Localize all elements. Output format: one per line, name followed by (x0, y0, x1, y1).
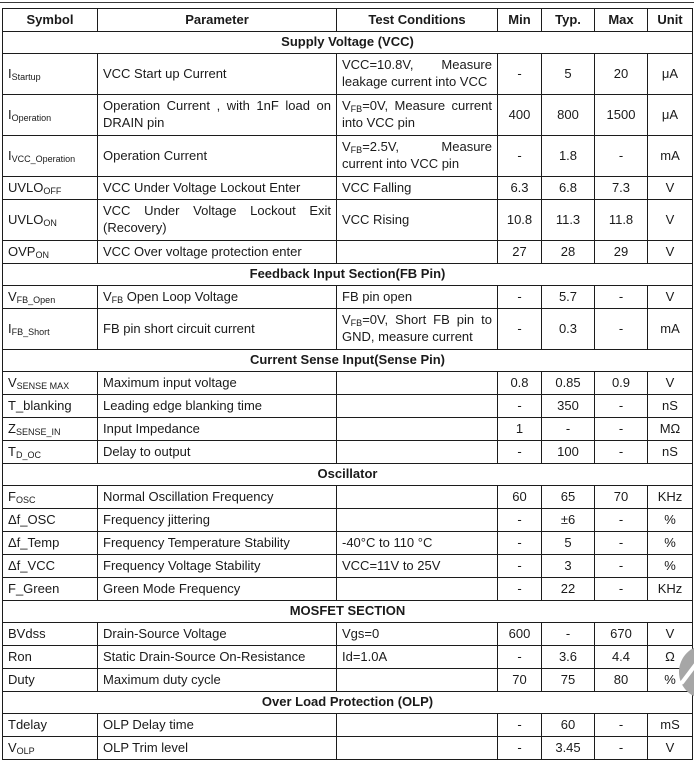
max-cell: - (595, 714, 648, 737)
table-row (3, 646, 693, 669)
header-row (3, 9, 693, 32)
min-cell: - (498, 532, 542, 555)
parameter-cell: Static Drain-Source On-Resistance (98, 646, 337, 669)
min-cell: 1 (498, 418, 542, 441)
col-header-parameter: Parameter (98, 9, 337, 32)
conditions-cell (337, 241, 498, 264)
table-row (3, 714, 693, 737)
conditions-cell: VCC Rising (337, 200, 498, 241)
unit-cell: % (648, 509, 693, 532)
min-cell: 6.3 (498, 177, 542, 200)
table-row (3, 372, 693, 395)
min-cell: - (498, 714, 542, 737)
unit-cell: V (648, 286, 693, 309)
conditions-cell: Vgs=0 (337, 623, 498, 646)
table-row (3, 486, 693, 509)
symbol-cell: $T_{D\_OC}$ (3, 441, 98, 464)
conditions-cell: $V_{FB}=2.5V$, Measure current into VCC pin (337, 136, 498, 177)
symbol-cell: $V_{FB\_Open}$ (3, 286, 98, 309)
parameter-cell: VCC Under Voltage Lockout Exit (Recovery) (98, 200, 337, 241)
conditions-cell: VCC=10.8V, Measure leakage current into VCC (337, 54, 498, 95)
symbol-cell: Δf_Temp (3, 532, 98, 555)
typ-cell: 3.45 (542, 737, 595, 760)
section-header: Supply Voltage (VCC) (3, 32, 693, 54)
typ-cell: 100 (542, 441, 595, 464)
unit-cell: V (648, 623, 693, 646)
max-cell: 70 (595, 486, 648, 509)
max-cell: - (595, 441, 648, 464)
typ-cell: 3 (542, 555, 595, 578)
typ-cell: 350 (542, 395, 595, 418)
conditions-cell: VCC Falling (337, 177, 498, 200)
section-header: Feedback Input Section(FB Pin) (3, 264, 693, 286)
conditions-cell (337, 669, 498, 692)
unit-cell: V (648, 372, 693, 395)
parameter-cell: Frequency Temperature Stability (98, 532, 337, 555)
unit-cell: nS (648, 441, 693, 464)
parameter-cell: Leading edge blanking time (98, 395, 337, 418)
parameter-cell: Operation Current (98, 136, 337, 177)
typ-cell: 0.3 (542, 309, 595, 350)
max-cell: 1500 (595, 95, 648, 136)
typ-cell: 5.7 (542, 286, 595, 309)
min-cell: - (498, 509, 542, 532)
unit-cell: KHz (648, 486, 693, 509)
table-body (3, 32, 693, 760)
parameter-cell: Maximum duty cycle (98, 669, 337, 692)
symbol-cell: $V_{OLP}$ (3, 737, 98, 760)
parameter-cell: OLP Trim level (98, 737, 337, 760)
symbol-cell: $UVLO_{ON}$ (3, 200, 98, 241)
parameter-cell: FB pin short circuit current (98, 309, 337, 350)
parameter-cell: VCC Under Voltage Lockout Enter (98, 177, 337, 200)
typ-cell: 65 (542, 486, 595, 509)
unit-cell: mA (648, 136, 693, 177)
conditions-cell: $V_{FB}=0V$, Measure current into VCC pin (337, 95, 498, 136)
table-row (3, 555, 693, 578)
unit-cell: μA (648, 54, 693, 95)
typ-cell: ±6 (542, 509, 595, 532)
conditions-cell (337, 395, 498, 418)
min-cell: 70 (498, 669, 542, 692)
unit-cell: μA (648, 95, 693, 136)
min-cell: - (498, 555, 542, 578)
unit-cell: MΩ (648, 418, 693, 441)
electrical-characteristics-table (2, 8, 693, 760)
unit-cell: % (648, 532, 693, 555)
conditions-cell: FB pin open (337, 286, 498, 309)
parameter-cell: Delay to output (98, 441, 337, 464)
conditions-cell (337, 372, 498, 395)
symbol-cell: $I_{VCC\_Operation}$ (3, 136, 98, 177)
symbol-cell: $V_{SENSE MAX}$ (3, 372, 98, 395)
typ-cell: 0.85 (542, 372, 595, 395)
typ-cell: 6.8 (542, 177, 595, 200)
col-header-test-conditions: Test Conditions (337, 9, 498, 32)
symbol-cell: Ron (3, 646, 98, 669)
typ-cell: - (542, 623, 595, 646)
symbol-cell: F_Green (3, 578, 98, 601)
conditions-cell (337, 509, 498, 532)
table-row (3, 578, 693, 601)
symbol-cell: $OVP_{ON}$ (3, 241, 98, 264)
min-cell: 0.8 (498, 372, 542, 395)
symbol-cell: BVdss (3, 623, 98, 646)
table-row (3, 309, 693, 350)
min-cell: - (498, 578, 542, 601)
unit-cell: mA (648, 309, 693, 350)
unit-cell: mS (648, 714, 693, 737)
parameter-cell: Operation Current , with 1nF load on DRAIN pin (98, 95, 337, 136)
conditions-cell (337, 486, 498, 509)
unit-cell: % (648, 555, 693, 578)
table-row (3, 532, 693, 555)
max-cell: 80 (595, 669, 648, 692)
typ-cell: 22 (542, 578, 595, 601)
page-top-rule (0, 2, 694, 3)
symbol-cell: Tdelay (3, 714, 98, 737)
typ-cell: 5 (542, 532, 595, 555)
col-header-unit: Unit (648, 9, 693, 32)
table-row (3, 395, 693, 418)
parameter-cell: Drain-Source Voltage (98, 623, 337, 646)
min-cell: 400 (498, 95, 542, 136)
max-cell: 11.8 (595, 200, 648, 241)
table-row (3, 177, 693, 200)
table-row (3, 136, 693, 177)
parameter-cell: $V_{FB}$ Open Loop Voltage (98, 286, 337, 309)
conditions-cell (337, 418, 498, 441)
section-row (3, 464, 693, 486)
symbol-cell: T_blanking (3, 395, 98, 418)
parameter-cell: Frequency Voltage Stability (98, 555, 337, 578)
symbol-cell: $I_{Operation}$ (3, 95, 98, 136)
section-header: MOSFET SECTION (3, 601, 693, 623)
max-cell: - (595, 136, 648, 177)
section-header: Current Sense Input(Sense Pin) (3, 350, 693, 372)
typ-cell: 800 (542, 95, 595, 136)
min-cell: - (498, 441, 542, 464)
min-cell: 60 (498, 486, 542, 509)
min-cell: 600 (498, 623, 542, 646)
max-cell: - (595, 509, 648, 532)
table-row (3, 286, 693, 309)
symbol-cell: $F_{OSC}$ (3, 486, 98, 509)
min-cell: - (498, 646, 542, 669)
section-header: Over Load Protection (OLP) (3, 692, 693, 714)
table-row (3, 509, 693, 532)
min-cell: 10.8 (498, 200, 542, 241)
unit-cell: V (648, 200, 693, 241)
typ-cell: 1.8 (542, 136, 595, 177)
section-row (3, 692, 693, 714)
table-row (3, 441, 693, 464)
symbol-cell: $I_{Startup}$ (3, 54, 98, 95)
unit-cell: V (648, 737, 693, 760)
max-cell: - (595, 555, 648, 578)
col-header-typ: Typ. (542, 9, 595, 32)
table-row (3, 737, 693, 760)
symbol-cell: Δf_OSC (3, 509, 98, 532)
section-row (3, 32, 693, 54)
conditions-cell: VCC=11V to 25V (337, 555, 498, 578)
max-cell: 20 (595, 54, 648, 95)
unit-cell: nS (648, 395, 693, 418)
max-cell: 29 (595, 241, 648, 264)
table-row (3, 95, 693, 136)
typ-cell: - (542, 418, 595, 441)
unit-cell: V (648, 241, 693, 264)
col-header-max: Max (595, 9, 648, 32)
section-header: Oscillator (3, 464, 693, 486)
conditions-cell (337, 441, 498, 464)
symbol-cell: Δf_VCC (3, 555, 98, 578)
parameter-cell: Input Impedance (98, 418, 337, 441)
conditions-cell (337, 737, 498, 760)
parameter-cell: Frequency jittering (98, 509, 337, 532)
max-cell: - (595, 309, 648, 350)
conditions-cell (337, 714, 498, 737)
typ-cell: 3.6 (542, 646, 595, 669)
min-cell: - (498, 737, 542, 760)
max-cell: - (595, 532, 648, 555)
section-row (3, 264, 693, 286)
parameter-cell: VCC Over voltage protection enter (98, 241, 337, 264)
conditions-cell: Id=1.0A (337, 646, 498, 669)
conditions-cell (337, 578, 498, 601)
symbol-cell: $Z_{SENSE\_IN}$ (3, 418, 98, 441)
max-cell: 670 (595, 623, 648, 646)
max-cell: - (595, 578, 648, 601)
max-cell: - (595, 418, 648, 441)
conditions-cell: -40°C to 110 °C (337, 532, 498, 555)
parameter-cell: Green Mode Frequency (98, 578, 337, 601)
symbol-cell: $UVLO_{OFF}$ (3, 177, 98, 200)
max-cell: 7.3 (595, 177, 648, 200)
typ-cell: 5 (542, 54, 595, 95)
table-row (3, 241, 693, 264)
typ-cell: 60 (542, 714, 595, 737)
col-header-min: Min (498, 9, 542, 32)
parameter-cell: Normal Oscillation Frequency (98, 486, 337, 509)
typ-cell: 28 (542, 241, 595, 264)
min-cell: - (498, 395, 542, 418)
min-cell: - (498, 54, 542, 95)
typ-cell: 11.3 (542, 200, 595, 241)
unit-cell: Ω (648, 646, 693, 669)
symbol-cell: $I_{FB\_Short}$ (3, 309, 98, 350)
table-row (3, 623, 693, 646)
min-cell: - (498, 136, 542, 177)
max-cell: 4.4 (595, 646, 648, 669)
max-cell: - (595, 737, 648, 760)
unit-cell: V (648, 177, 693, 200)
parameter-cell: Maximum input voltage (98, 372, 337, 395)
parameter-cell: OLP Delay time (98, 714, 337, 737)
min-cell: - (498, 286, 542, 309)
section-row (3, 601, 693, 623)
section-row (3, 350, 693, 372)
unit-cell: KHz (648, 578, 693, 601)
col-header-symbol: Symbol (3, 9, 98, 32)
max-cell: - (595, 395, 648, 418)
table-row (3, 418, 693, 441)
typ-cell: 75 (542, 669, 595, 692)
unit-cell: % (648, 669, 693, 692)
parameter-cell: VCC Start up Current (98, 54, 337, 95)
table-row (3, 54, 693, 95)
table-row (3, 669, 693, 692)
max-cell: - (595, 286, 648, 309)
table-row (3, 200, 693, 241)
min-cell: 27 (498, 241, 542, 264)
conditions-cell: $V_{FB}=0V$, Short FB pin to GND, measure current (337, 309, 498, 350)
min-cell: - (498, 309, 542, 350)
max-cell: 0.9 (595, 372, 648, 395)
chevron-icon (679, 659, 694, 685)
symbol-cell: Duty (3, 669, 98, 692)
